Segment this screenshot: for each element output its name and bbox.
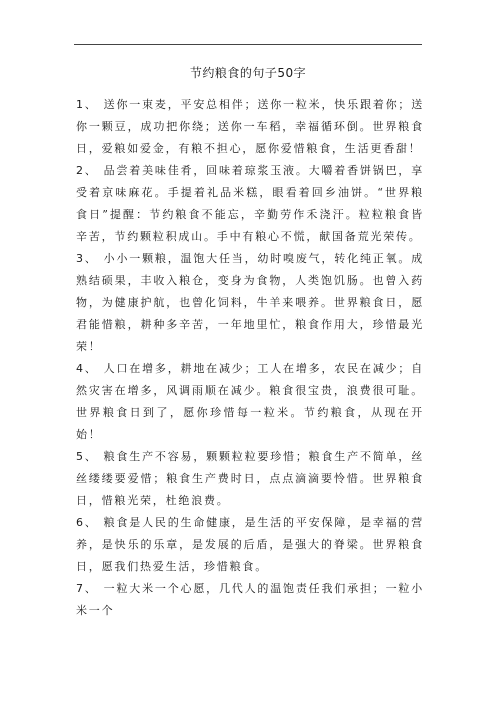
paragraph-number: 1、 bbox=[76, 98, 98, 111]
paragraph-text: 人口在增多，耕地在减少；工人在增多，农民在减少；自然灾害在增多，风调雨顺在减少。粮食很宝贵，浪费很可耻。世界粮食日到了，愿你珍惜每一粒米。节约粮食，从现在开始！ bbox=[76, 362, 424, 441]
paragraph-text: 一粒大米一个心愿，几代人的温饱责任我们承担；一粒小米一个 bbox=[76, 582, 424, 617]
paragraph-text: 小小一颗粮，温饱大任当，幼时嗅废气，转化纯正氧。成熟结硕果，丰收入粮仓，变身为食物，人类饱饥肠。也曾入药物，为健康护航，也曾化饲料，牛羊来喂养。世界粮食日，愿君能惜粮，耕种多辛苦，一年地里忙，粮食作用大，珍惜最光荣！ bbox=[76, 252, 424, 353]
paragraph-1 bbox=[76, 94, 424, 160]
paragraph-number: 4、 bbox=[76, 362, 98, 375]
paragraph-number: 7、 bbox=[76, 582, 98, 595]
page-title: 节约粮食的句子50字 bbox=[189, 66, 307, 80]
paragraph-6 bbox=[76, 512, 424, 578]
paragraph-4 bbox=[76, 358, 424, 446]
paragraph-3 bbox=[76, 248, 424, 358]
paragraph-text: 粮食是人民的生命健康，是生活的平安保障，是幸福的营养，是快乐的乐章，是发展的后盾，是强大的脊梁。世界粮食日，愿我们热爱生活，珍惜粮食。 bbox=[76, 516, 424, 573]
paragraph-text: 品尝着美味佳肴，回味着琼浆玉液。大嚼着香饼锅巴，享受着京味麻花。手提着礼品米糕，眼看着回乡油饼。“世界粮食日”提醒：节约粮食不能忘，辛勤劳作禾浇汗。粒粒粮食皆辛苦，节约颗粒积成山。手中有粮心不慌，献国备荒光荣传。 bbox=[76, 164, 424, 243]
paragraph-2 bbox=[76, 160, 424, 248]
paragraph-text: 送你一束麦，平安总相伴；送你一粒米，快乐跟着你；送你一颗豆，成功把你绕；送你一车稻，幸福循环倒。世界粮食日，爱粮如爱金，有粮不担心，愿你爱惜粮食，生活更香甜！ bbox=[76, 98, 424, 155]
paragraph-number: 3、 bbox=[76, 252, 98, 265]
header-rule bbox=[74, 44, 422, 45]
document-body bbox=[76, 94, 424, 622]
paragraph-number: 6、 bbox=[76, 516, 98, 529]
paragraph-text: 粮食生产不容易，颗颗粒粒要珍惜；粮食生产不简单，丝丝缕缕要爱惜；粮食生产费时日，点点滴滴要怜惜。世界粮食日，惜粮光荣，杜绝浪费。 bbox=[76, 450, 424, 507]
paragraph-number: 5、 bbox=[76, 450, 98, 463]
paragraph-number: 2、 bbox=[76, 164, 98, 177]
paragraph-5 bbox=[76, 446, 424, 512]
paragraph-7 bbox=[76, 578, 424, 622]
